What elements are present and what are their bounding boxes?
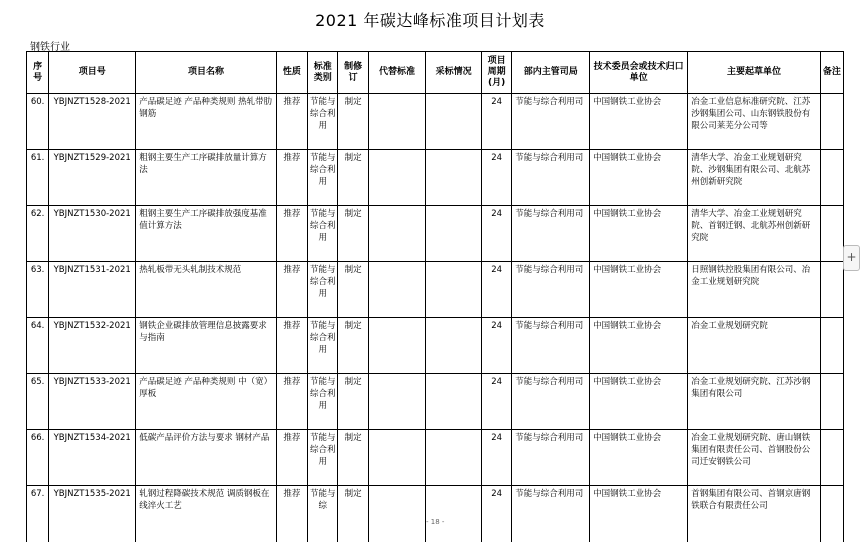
cell-replace bbox=[368, 374, 426, 430]
header-dept: 部内主管司局 bbox=[512, 52, 590, 94]
page-number: - 18 - bbox=[426, 518, 445, 526]
cell-remark bbox=[820, 150, 843, 206]
cell-drafter: 清华大学、冶金工业规划研究院、沙钢集团有限公司、北航苏州创新研究院 bbox=[688, 150, 820, 206]
cell-dept: 节能与综合利用司 bbox=[512, 206, 590, 262]
cell-committee: 中国钢铁工业协会 bbox=[590, 318, 688, 374]
table-row bbox=[27, 150, 844, 206]
cell-name: 粗钢主要生产工序碳排放量计算方法 bbox=[136, 150, 277, 206]
cell-seq: 62. bbox=[27, 206, 49, 262]
header-name: 项目名称 bbox=[136, 52, 277, 94]
cell-period: 24 bbox=[481, 486, 511, 542]
header-type: 制修订 bbox=[338, 52, 368, 94]
table-row bbox=[27, 206, 844, 262]
cell-period: 24 bbox=[481, 318, 511, 374]
cell-type: 制定 bbox=[338, 318, 368, 374]
cell-name: 热轧板带无头轧制技术规范 bbox=[136, 262, 277, 318]
cell-dept: 节能与综合利用司 bbox=[512, 486, 590, 542]
cell-code: YBJNZT1533-2021 bbox=[49, 374, 136, 430]
cell-type: 制定 bbox=[338, 486, 368, 542]
header-period: 项目周期(月) bbox=[481, 52, 511, 94]
cell-dept: 节能与综合利用司 bbox=[512, 150, 590, 206]
section-label: 钢铁行业 bbox=[30, 42, 70, 53]
cell-adopt bbox=[426, 94, 482, 150]
cell-committee: 中国钢铁工业协会 bbox=[590, 94, 688, 150]
cell-period: 24 bbox=[481, 262, 511, 318]
cell-name: 低碳产品评价方法与要求 钢材产品 bbox=[136, 430, 277, 486]
cell-adopt bbox=[426, 206, 482, 262]
cell-period: 24 bbox=[481, 150, 511, 206]
cell-nature: 推荐 bbox=[276, 318, 307, 374]
table-row bbox=[27, 318, 844, 374]
cell-nature: 推荐 bbox=[276, 374, 307, 430]
table-header-row bbox=[27, 52, 844, 94]
cell-type: 制定 bbox=[338, 430, 368, 486]
cell-dept: 节能与综合利用司 bbox=[512, 94, 590, 150]
cell-period: 24 bbox=[481, 94, 511, 150]
cell-type: 制定 bbox=[338, 374, 368, 430]
cell-seq: 66. bbox=[27, 430, 49, 486]
cell-remark bbox=[820, 262, 843, 318]
header-category: 标准类别 bbox=[308, 52, 338, 94]
cell-remark bbox=[820, 318, 843, 374]
cell-remark bbox=[820, 486, 843, 542]
cell-seq: 63. bbox=[27, 262, 49, 318]
cell-remark bbox=[820, 94, 843, 150]
page-title: 2021 年碳达峰标准项目计划表 bbox=[315, 11, 545, 30]
cell-category: 节能与综合利用 bbox=[308, 374, 338, 430]
cell-drafter: 冶金工业信息标准研究院、江苏沙钢集团公司、山东钢铁股份有限公司莱芜分公司等 bbox=[688, 94, 820, 150]
cell-seq: 61. bbox=[27, 150, 49, 206]
cell-type: 制定 bbox=[338, 94, 368, 150]
plan-table bbox=[26, 51, 844, 542]
cell-replace bbox=[368, 150, 426, 206]
expand-button[interactable]: + bbox=[843, 245, 860, 271]
cell-drafter: 日照钢铁控股集团有限公司、冶金工业规划研究院 bbox=[688, 262, 820, 318]
cell-dept: 节能与综合利用司 bbox=[512, 318, 590, 374]
cell-category: 节能与综合利用 bbox=[308, 262, 338, 318]
cell-code: YBJNZT1529-2021 bbox=[49, 150, 136, 206]
cell-code: YBJNZT1531-2021 bbox=[49, 262, 136, 318]
cell-remark bbox=[820, 374, 843, 430]
cell-remark bbox=[820, 206, 843, 262]
header-remark: 备注 bbox=[820, 52, 843, 94]
cell-replace bbox=[368, 206, 426, 262]
header-replace: 代替标准 bbox=[368, 52, 426, 94]
cell-seq: 67. bbox=[27, 486, 49, 542]
cell-period: 24 bbox=[481, 206, 511, 262]
cell-name: 产品碳足迹 产品种类规则 热轧带肋钢筋 bbox=[136, 94, 277, 150]
cell-replace bbox=[368, 262, 426, 318]
cell-seq: 60. bbox=[27, 94, 49, 150]
cell-seq: 65. bbox=[27, 374, 49, 430]
cell-nature: 推荐 bbox=[276, 486, 307, 542]
cell-code: YBJNZT1528-2021 bbox=[49, 94, 136, 150]
cell-nature: 推荐 bbox=[276, 150, 307, 206]
cell-drafter: 冶金工业规划研究院、唐山钢铁集团有限责任公司、首钢股份公司迁安钢铁公司 bbox=[688, 430, 820, 486]
cell-dept: 节能与综合利用司 bbox=[512, 262, 590, 318]
cell-drafter: 冶金工业规划研究院 bbox=[688, 318, 820, 374]
cell-code: YBJNZT1534-2021 bbox=[49, 430, 136, 486]
cell-nature: 推荐 bbox=[276, 430, 307, 486]
cell-category: 节能与综 bbox=[308, 486, 338, 542]
cell-period: 24 bbox=[481, 374, 511, 430]
cell-adopt bbox=[426, 430, 482, 486]
cell-name: 钢铁企业碳排放管理信息披露要求与指南 bbox=[136, 318, 277, 374]
cell-replace bbox=[368, 430, 426, 486]
cell-nature: 推荐 bbox=[276, 94, 307, 150]
cell-committee: 中国钢铁工业协会 bbox=[590, 374, 688, 430]
header-code: 项目号 bbox=[49, 52, 136, 94]
cell-category: 节能与综合利用 bbox=[308, 150, 338, 206]
cell-category: 节能与综合利用 bbox=[308, 318, 338, 374]
table-row bbox=[27, 262, 844, 318]
cell-name: 粗钢主要生产工序碳排放强度基准值计算方法 bbox=[136, 206, 277, 262]
cell-replace bbox=[368, 318, 426, 374]
cell-drafter: 冶金工业规划研究院、江苏沙钢集团有限公司 bbox=[688, 374, 820, 430]
cell-drafter: 首钢集团有限公司、首钢京唐钢铁联合有限责任公司 bbox=[688, 486, 820, 542]
header-adopt: 采标情况 bbox=[426, 52, 482, 94]
cell-code: YBJNZT1530-2021 bbox=[49, 206, 136, 262]
header-drafter: 主要起草单位 bbox=[688, 52, 820, 94]
cell-name: 轧钢过程降碳技术规范 调质钢板在线淬火工艺 bbox=[136, 486, 277, 542]
cell-replace bbox=[368, 486, 426, 542]
cell-committee: 中国钢铁工业协会 bbox=[590, 430, 688, 486]
header-nature: 性质 bbox=[276, 52, 307, 94]
cell-replace bbox=[368, 94, 426, 150]
cell-period: 24 bbox=[481, 430, 511, 486]
cell-code: YBJNZT1535-2021 bbox=[49, 486, 136, 542]
cell-committee: 中国钢铁工业协会 bbox=[590, 206, 688, 262]
cell-adopt bbox=[426, 486, 482, 542]
cell-dept: 节能与综合利用司 bbox=[512, 430, 590, 486]
cell-adopt bbox=[426, 150, 482, 206]
cell-adopt bbox=[426, 374, 482, 430]
table-row bbox=[27, 486, 844, 542]
table-row bbox=[27, 374, 844, 430]
cell-type: 制定 bbox=[338, 206, 368, 262]
cell-type: 制定 bbox=[338, 262, 368, 318]
cell-category: 节能与综合利用 bbox=[308, 430, 338, 486]
cell-dept: 节能与综合利用司 bbox=[512, 374, 590, 430]
cell-category: 节能与综合利用 bbox=[308, 94, 338, 150]
cell-adopt bbox=[426, 318, 482, 374]
cell-seq: 64. bbox=[27, 318, 49, 374]
cell-category: 节能与综合利用 bbox=[308, 206, 338, 262]
cell-name: 产品碳足迹 产品种类规则 中（宽）厚板 bbox=[136, 374, 277, 430]
cell-committee: 中国钢铁工业协会 bbox=[590, 150, 688, 206]
cell-nature: 推荐 bbox=[276, 206, 307, 262]
cell-committee: 中国钢铁工业协会 bbox=[590, 262, 688, 318]
table-row bbox=[27, 94, 844, 150]
cell-remark bbox=[820, 430, 843, 486]
table-row bbox=[27, 430, 844, 486]
header-committee: 技术委员会或技术归口单位 bbox=[590, 52, 688, 94]
cell-type: 制定 bbox=[338, 150, 368, 206]
cell-adopt bbox=[426, 262, 482, 318]
cell-drafter: 清华大学、冶金工业规划研究院、首钢迁钢、北航苏州创新研究院 bbox=[688, 206, 820, 262]
header-seq: 序号 bbox=[27, 52, 49, 94]
cell-code: YBJNZT1532-2021 bbox=[49, 318, 136, 374]
cell-committee: 中国钢铁工业协会 bbox=[590, 486, 688, 542]
cell-nature: 推荐 bbox=[276, 262, 307, 318]
